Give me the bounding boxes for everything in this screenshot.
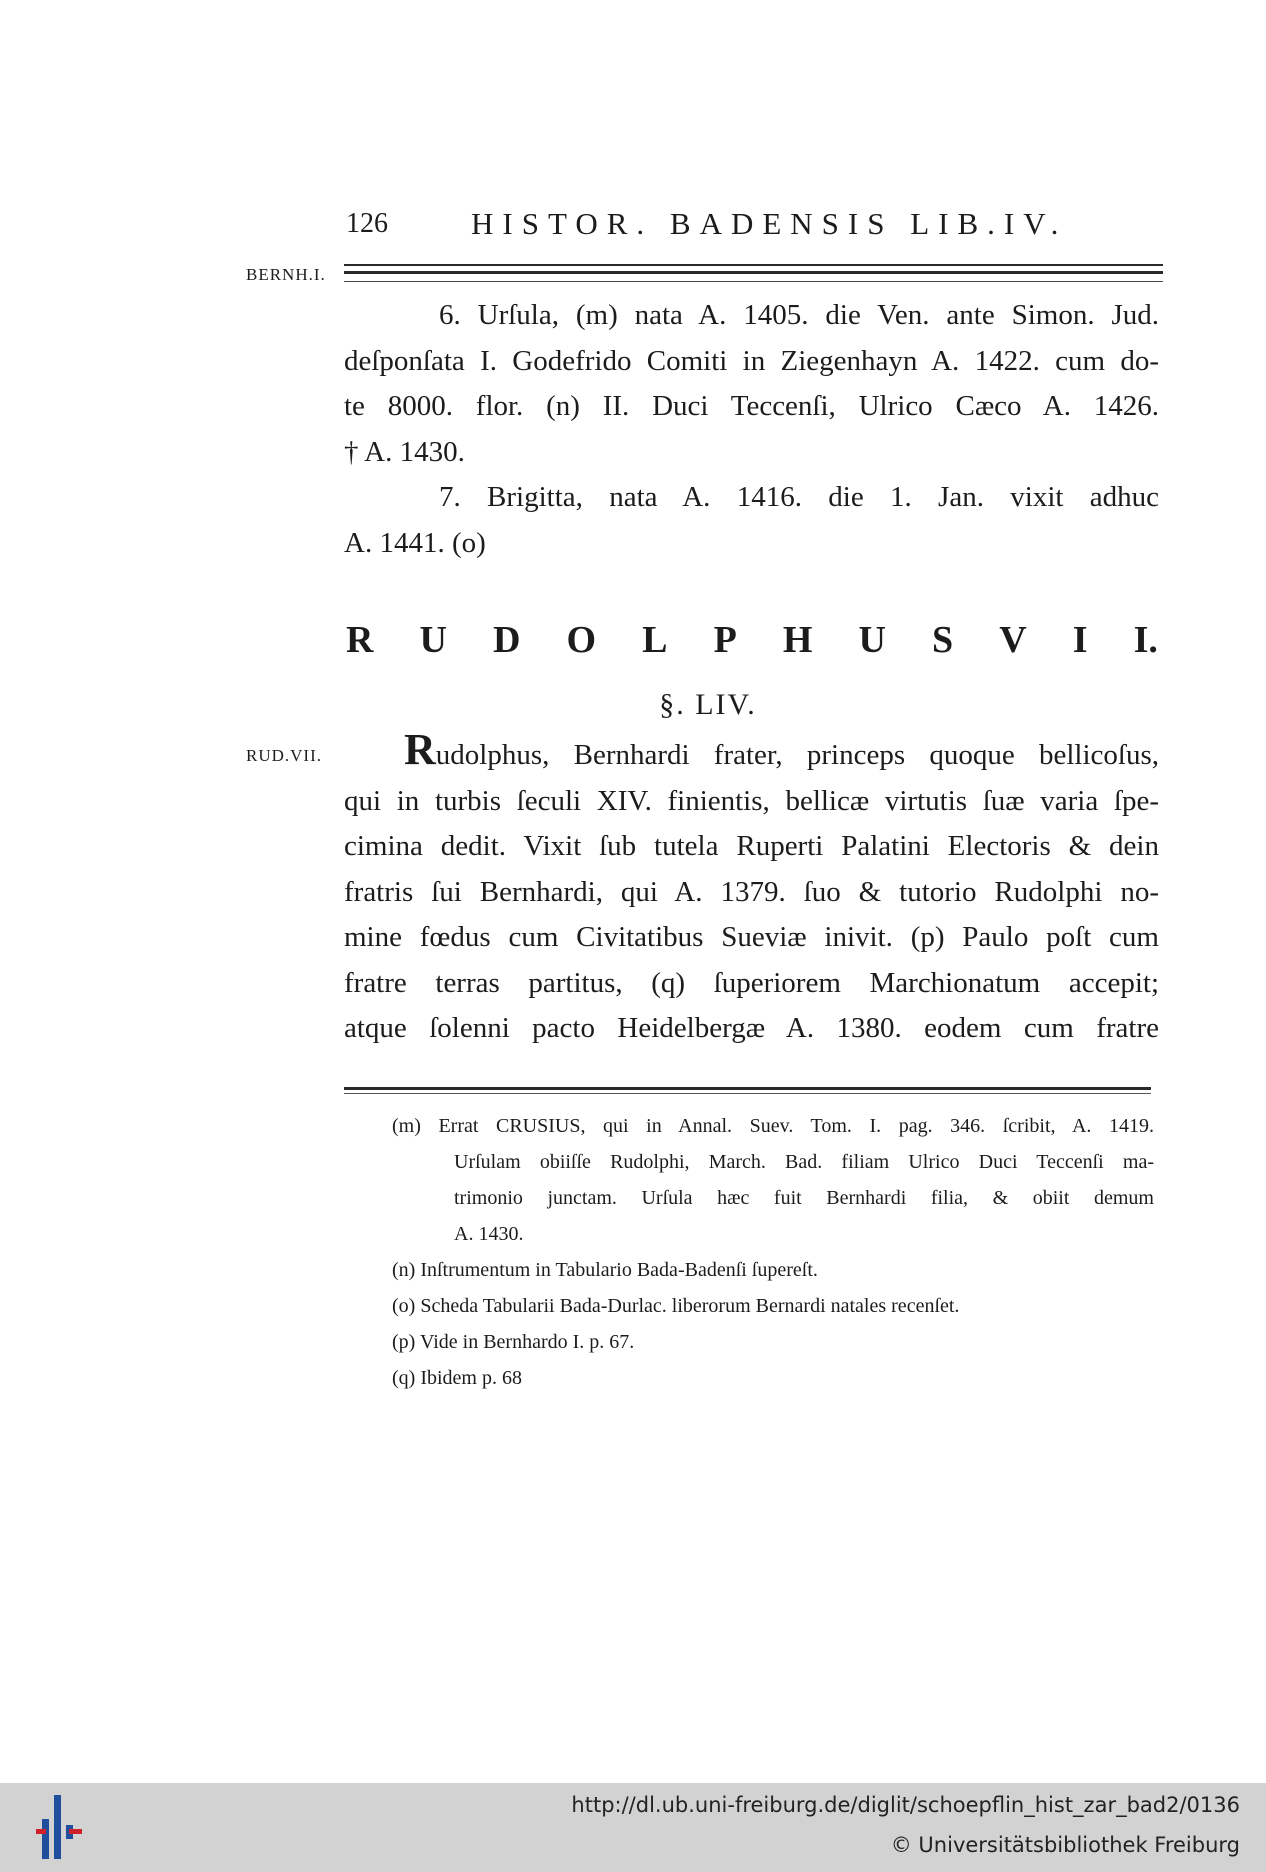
footnote-o: (o) Scheda Tabularii Bada-Durlac. liberorum Bernardi natales recenſet. <box>392 1295 960 1317</box>
header-rule-thin <box>344 281 1163 282</box>
paragraph-brigitta <box>344 475 1159 566</box>
ub-freiburg-logo-icon <box>36 1795 82 1859</box>
heading-letter: P <box>713 619 737 661</box>
footnote-m-cont: Urſulam obiiſſe Rudolphi, March. Bad. filiam Ulrico Duci Teccenſi ma- <box>454 1151 1154 1173</box>
footnote-q: (q) Ibidem p. 68 <box>392 1367 522 1389</box>
footnote-n: (n) Inſtrumentum in Tabulario Bada-Badenſi ſupereſt. <box>392 1259 818 1281</box>
drop-initial: R <box>404 725 436 774</box>
text-line: † A. 1430. <box>344 435 465 468</box>
heading-letter: I <box>1072 619 1088 661</box>
footnote-p: (p) Vide in Bernhardo I. p. 67. <box>392 1331 635 1353</box>
footnote-rule <box>344 1087 1151 1090</box>
text-line: A. 1441. (o) <box>344 526 486 559</box>
footnotes <box>392 1108 1154 1396</box>
text-line: fratre terras partitus, (q) ſuperiorem Marchionatum accepit; <box>344 966 1159 999</box>
margin-note-rud: RUD.VII. <box>246 746 322 765</box>
paragraph-ursula <box>344 293 1159 475</box>
heading-letter: S <box>932 619 954 661</box>
footnote-m: (m) Errat CRUSIUS, qui in Annal. Suev. Tom. I. pag. 346. ſcribit, A. 1419. <box>392 1115 1154 1137</box>
section-heading <box>346 618 1158 662</box>
viewer-footer <box>0 1783 1266 1872</box>
text-line: te 8000. flor. (n) II. Duci Teccenſi, Ulrico Cæco A. 1426. <box>344 390 1159 422</box>
text-line: cimina dedit. Vixit ſub tutela Ruperti Palatini Electoris & dein <box>344 830 1159 862</box>
page-permalink[interactable]: http://dl.ub.uni-freiburg.de/diglit/schoepflin_hist_zar_bad2/0136 <box>571 1793 1240 1817</box>
heading-letter: D <box>493 619 521 661</box>
text-line: deſponſata I. Godefrido Comiti in Ziegenhayn A. 1422. cum do- <box>344 344 1159 377</box>
page-number: 126 <box>346 208 388 239</box>
text-line-first <box>344 725 1159 779</box>
footnote-rule-thin <box>344 1093 1151 1094</box>
footnote-m-cont: A. 1430. <box>454 1223 524 1245</box>
text-line: qui in turbis ſeculi XIV. finientis, bellicæ virtutis ſuæ varia ſpe- <box>344 784 1159 817</box>
margin-note-bernh: BERNH.I. <box>246 265 326 284</box>
heading-letter: O <box>566 619 597 661</box>
heading-letter: H <box>782 619 813 661</box>
copyright-notice: © Universitätsbibliothek Freiburg <box>890 1833 1240 1857</box>
heading-letter: I. <box>1133 619 1158 661</box>
first-line-rest: udolphus, Bernhardi frater, princeps quoque bellicoſus, <box>435 739 1159 771</box>
paragraph-rudolphus <box>344 725 1159 1052</box>
heading-letter: V <box>999 619 1027 661</box>
heading-letter: U <box>858 619 886 661</box>
section-number: §. LIV. <box>659 688 757 721</box>
text-line: fratris ſui Bernhardi, qui A. 1379. ſuo & tutorio Rudolphi no- <box>344 875 1159 908</box>
heading-letter: L <box>642 619 668 661</box>
text-line: 7. Brigitta, nata A. 1416. die 1. Jan. vixit adhuc <box>439 481 1159 513</box>
text-line: 6. Urſula, (m) nata A. 1405. die Ven. ante Simon. Jud. <box>439 299 1159 331</box>
heading-letter: U <box>419 619 447 661</box>
footnote-m-cont: trimonio junctam. Urſula hæc fuit Bernhardi filia, & obiit demum <box>454 1187 1154 1209</box>
page-header <box>346 208 1161 252</box>
text-line: mine fœdus cum Civitatibus Sueviæ inivit. (p) Paulo poſt cum <box>344 921 1159 953</box>
header-rule <box>344 264 1163 274</box>
running-title: HISTOR. BADENSIS LIB.IV. <box>471 206 1068 241</box>
heading-letter: R <box>346 619 374 661</box>
text-line: atque ſolenni pacto Heidelbergæ A. 1380. eodem cum fratre <box>344 1012 1159 1044</box>
